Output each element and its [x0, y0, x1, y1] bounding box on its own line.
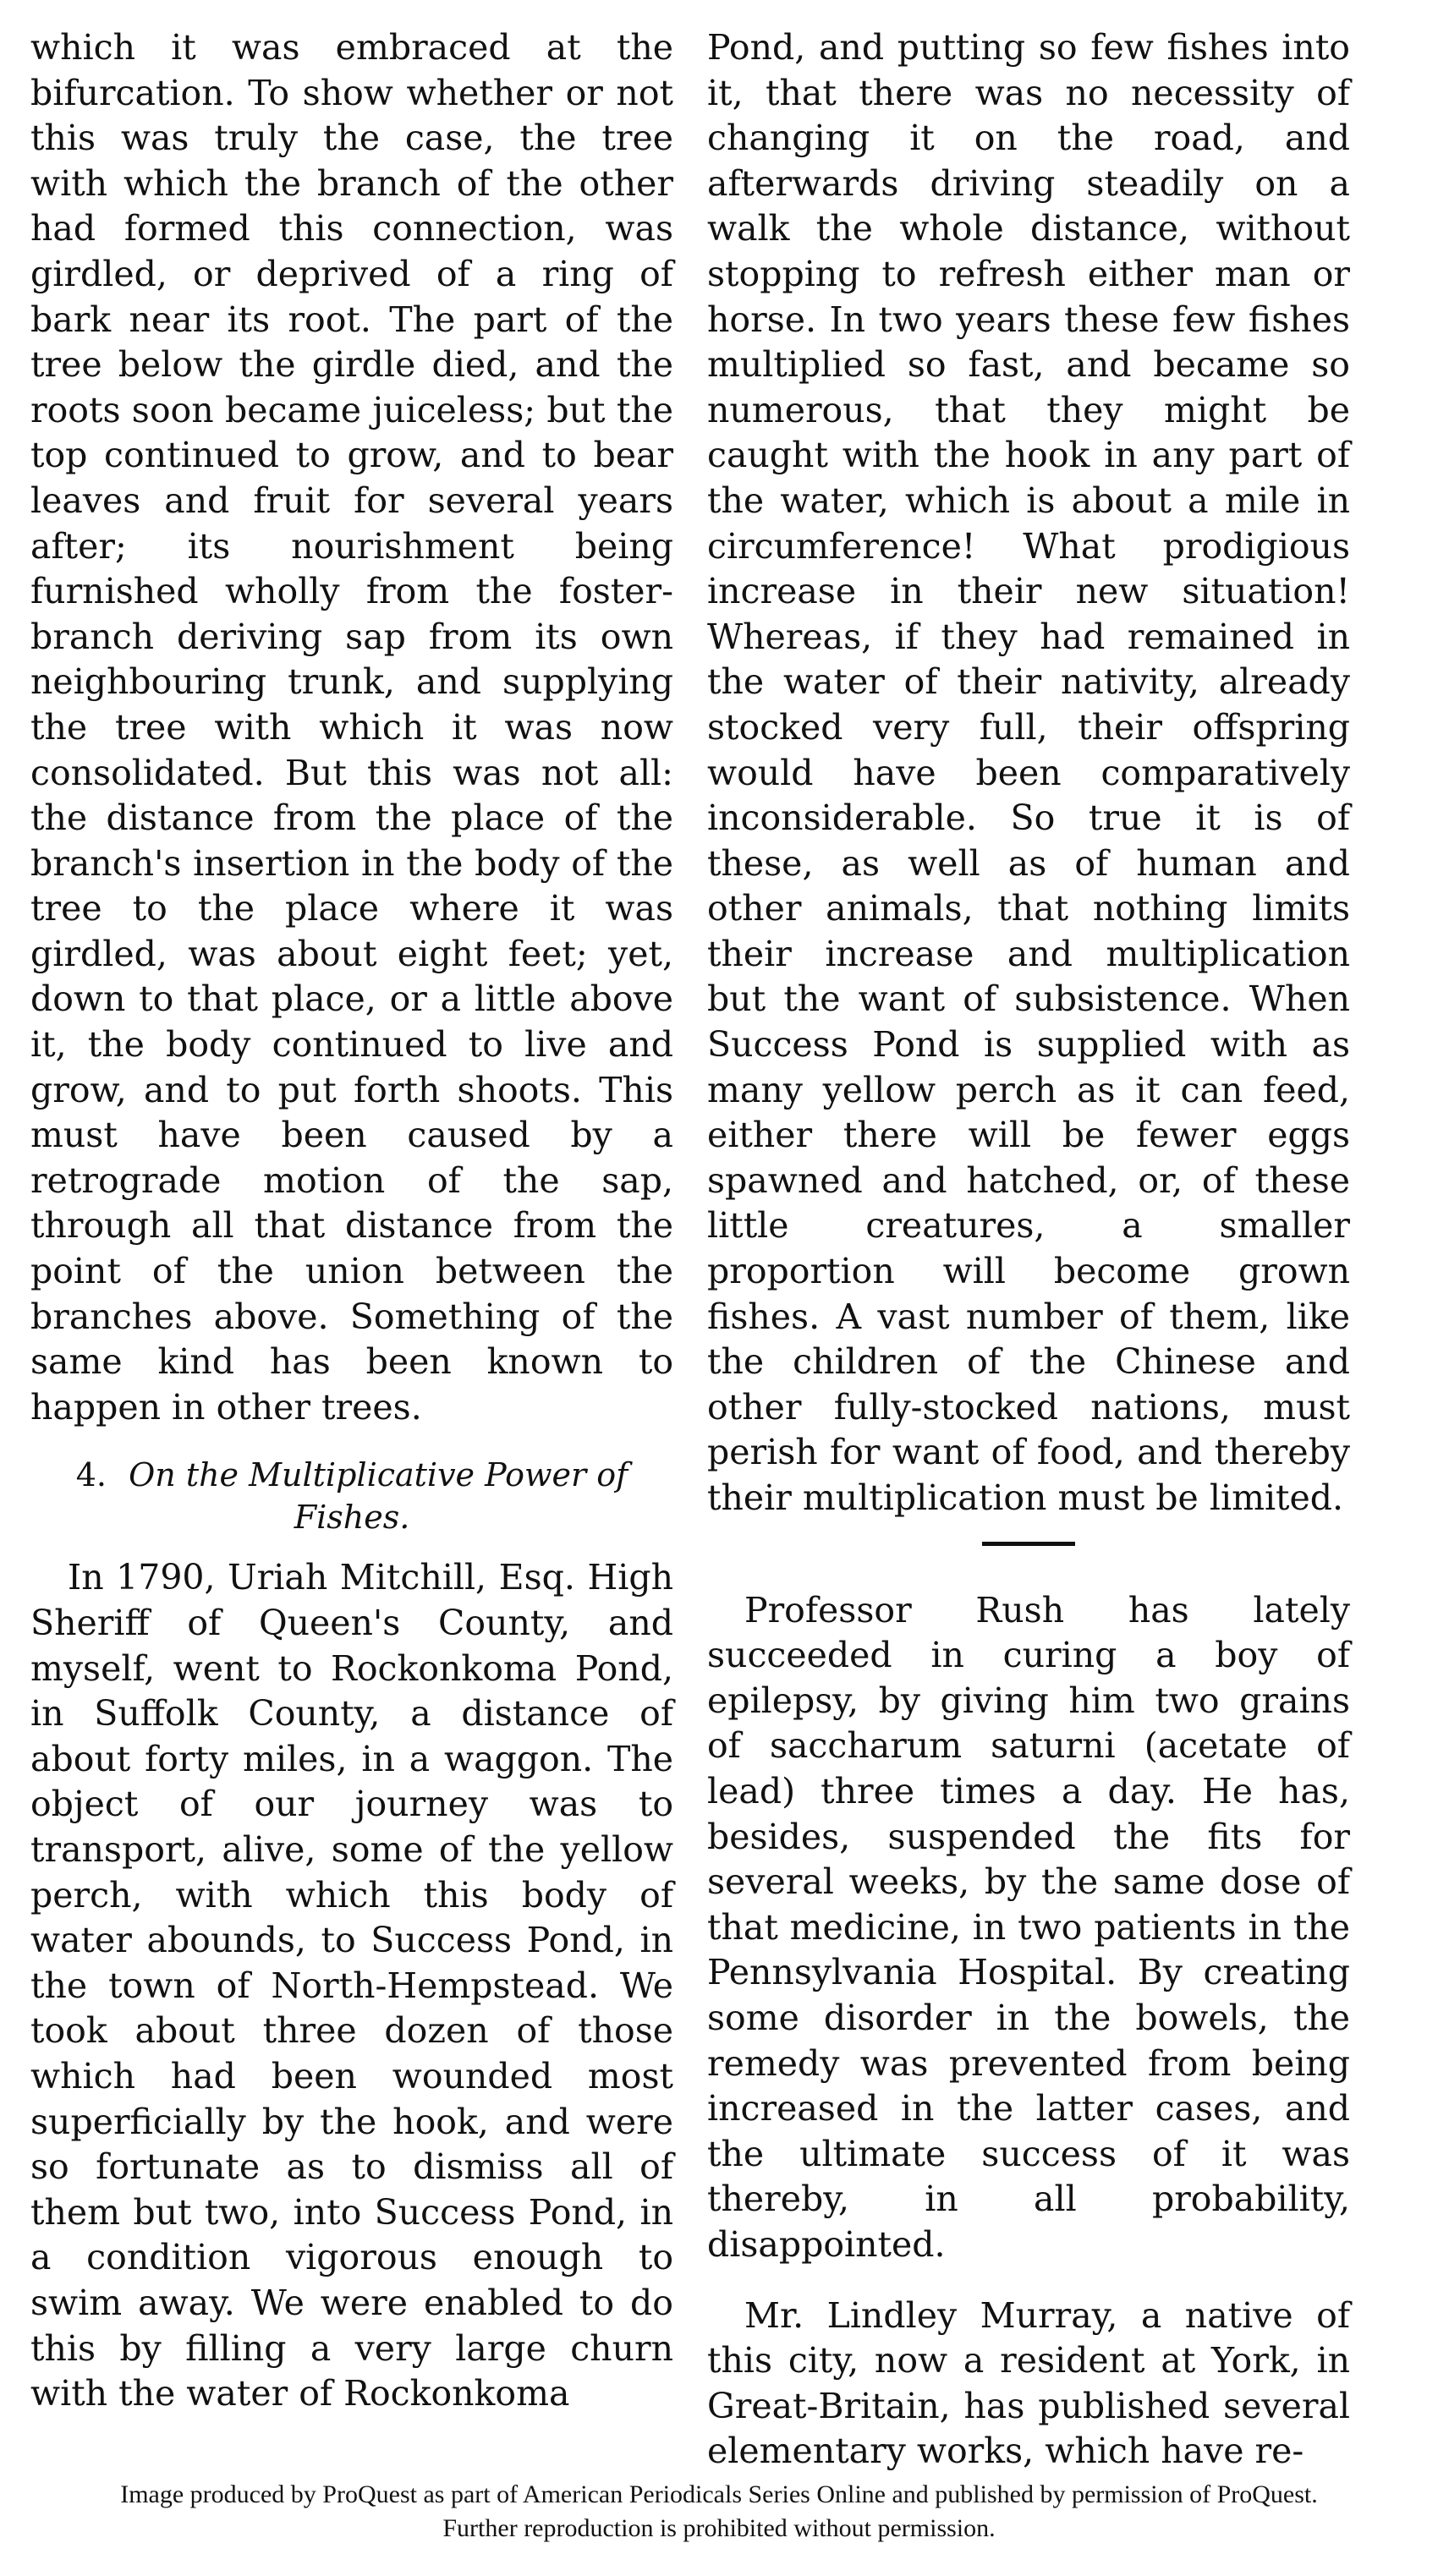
section-heading: [30, 1454, 673, 1538]
paragraph-gap: [707, 2268, 1350, 2294]
paragraph-fishes-continued: Pond, and putting so few fishes into it, that there was no necessity of changing it on the road, and afterwards driving steadily on a walk the whole distance, without stopping to refresh either man or horse. In two years these few fishes multiplied so fast, and became so numerous, that they might be caught with the hook in any part of the water, which is about a mile in circumference! What prodigious increase in their new situation! Whereas, if they had remained in the water of their nativity, already stocked very full, their offspring would have been comparatively inconsiderable. So true it is of these, as well as of human and other animals, that nothing limits their increase and multiplication but the want of subsistence. When Success Pond is supplied with as many yellow perch as it can feed, either there will be fewer eggs spawned and hatched, or, of these little creatures, a smaller proportion will become grown fishes. A vast number of them, like the children of the Chinese and other fully-stocked nations, must perish for want of food, and thereby their multiplication must be limited.: [707, 27, 1350, 1518]
footer-line-1: Image produced by ProQuest as part of American Periodicals Series Online and published by permission of ProQuest.: [120, 2480, 1318, 2508]
proquest-footer: [0, 2478, 1438, 2546]
section-number: 4.: [75, 1456, 107, 1494]
paragraph-tree-grafting: which it was embraced at the bifurcation. To show whether or not this was truly the case, the tree with which the branch of the other had formed this connection, was girdled, or deprived of a ring of bark near its root. The part of the tree below the girdle died, and the roots soon became juiceless; but the top continued to grow, and to bear leaves and fruit for several years after; its nourishment being furnished wholly from the foster-branch deriving sap from its own neighbouring trunk, and supplying the tree with which it was now consolidated. But this was not all: the distance from the place of the branch's insertion in the body of the tree to the place where it was girdled, was about eight feet; yet, down to that place, or a little above it, the body continued to live and grow, and to put forth shoots. This must have been caused by a retrograde motion of the sap, through all that distance from the point of the union between the branches above. Something of the same kind has been known to happen in other trees.: [30, 27, 673, 1428]
right-column: [707, 25, 1350, 2475]
section-divider-rule: [982, 1542, 1075, 1546]
left-column: [30, 25, 673, 2417]
paragraph-fishes: In 1790, Uriah Mitchill, Esq. High Sheriff of Queen's County, and myself, went to Rockonkoma Pond, in Suffolk County, a distance of about forty miles, in a waggon. The object of our journey was to transport, alive, some of the yellow perch, with which this body of water abounds, to Success Pond, in the town of North-Hempstead. We took about three dozen of those which had been wounded most superficially by the hook, and were so fortunate as to dismiss all of them but two, into Success Pond, in a condition vigorous enough to swim away. We were enabled to do this by filling a very large churn with the water of Rockonkoma: [30, 1557, 673, 2414]
footer-line-2: Further reproduction is prohibited without permission.: [442, 2514, 996, 2542]
section-title: On the Multiplicative Power of Fishes.: [129, 1456, 628, 1537]
paragraph-professor-rush: Professor Rush has lately succeeded in curing a boy of epilepsy, by giving him two grains of saccharum saturni (acetate of lead) three times a day. He has, besides, suspended the fits for several weeks, by the same dose of that medicine, in two patients in the Pennsylvania Hospital. By creating some disorder in the bowels, the remedy was prevented from being increased in the latter cases, and the ultimate success of it was thereby, in all probability, disappointed.: [707, 1589, 1350, 2265]
paragraph-lindley-murray: Mr. Lindley Murray, a native of this city, now a resident at York, in Great-Britain, has published several elementary works, which have re-: [707, 2294, 1350, 2472]
